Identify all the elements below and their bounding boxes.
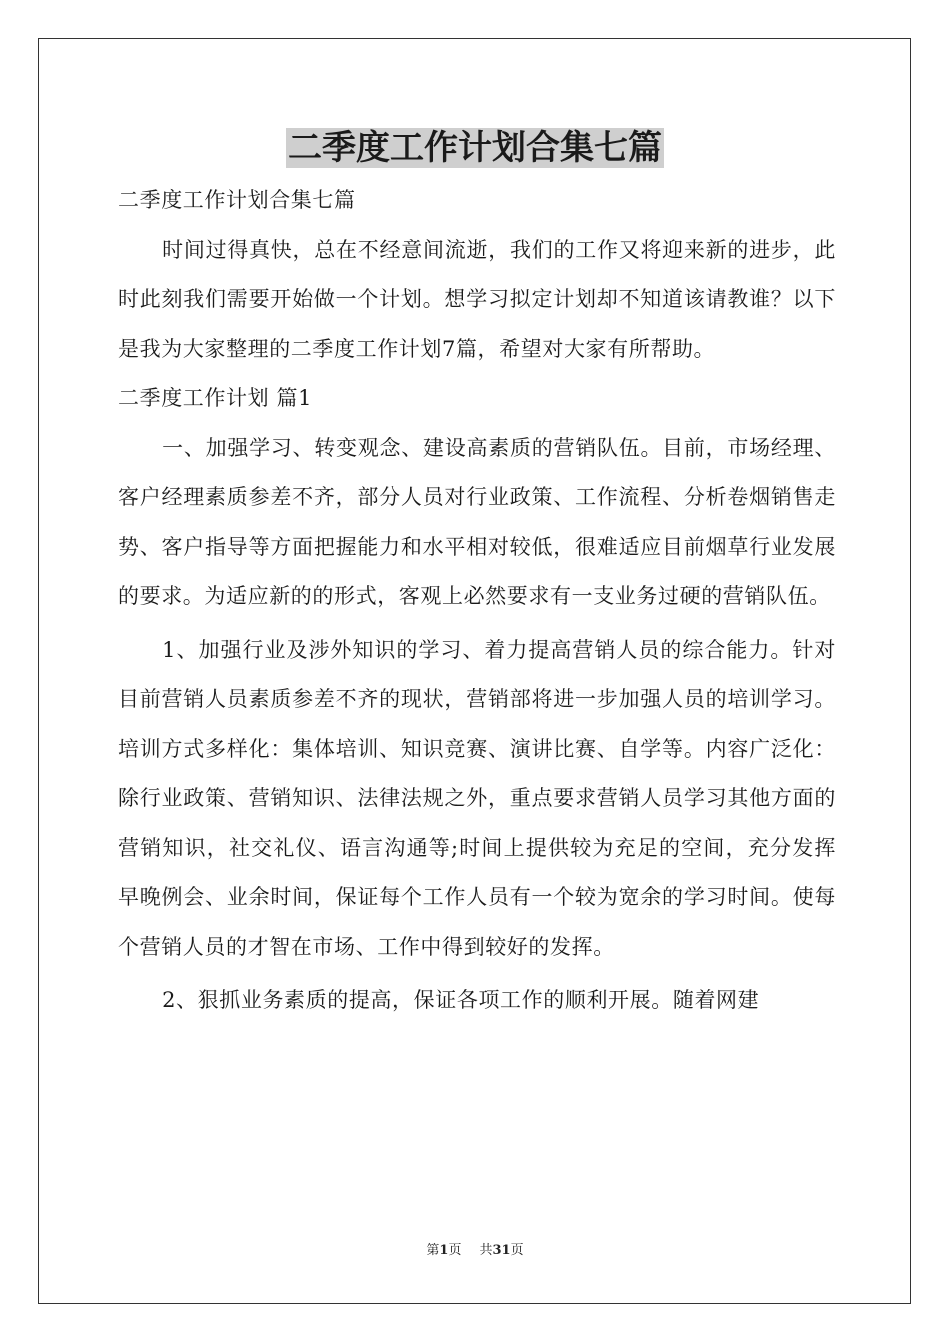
footer-page-current: 1 [439, 1243, 449, 1258]
paragraph-item-one: 一、加强学习、转变观念、建设高素质的营销队伍。目前，市场经理、客户经理素质参差不齐，部分人员对行业政策、工作流程、分析卷烟销售走势、客户指导等方面把握能力和水平相对较低，很难适应目前烟草行业发展的要求。为适应新的的形式，客观上必然要求有一支业务过硬的营销队伍。 [118, 435, 836, 608]
footer-total-unit: 页 [510, 1243, 524, 1258]
paragraph-item-2: 2、狠抓业务素质的提高，保证各项工作的顺利开展。随着网建 [162, 988, 760, 1012]
footer-page-total: 31 [492, 1243, 511, 1258]
section-heading-part1: 二季度工作计划 篇1 [118, 386, 313, 410]
paragraph-subtitle: 二季度工作计划合集七篇 [118, 188, 356, 212]
document-body [118, 176, 836, 1026]
page-footer [0, 1242, 950, 1260]
paragraph-item-1: 1、加强行业及涉外知识的学习、着力提高营销人员的综合能力。针对目前营销人员素质参差不齐的现状，营销部将进一步加强人员的培训学习。培训方式多样化：集体培训、知识竞赛、演讲比赛、自学等。内容广泛化：除行业政策、营销知识、法律法规之外，重点要求营销人员学习其他方面的营销知识，社交礼仪、语言沟通等;时间上提供较为充足的空间，充分发挥早晚例会、业余时间，保证每个工作人员有一个较为宽余的学习时间。使每个营销人员的才智在市场、工作中得到较好的发挥。 [118, 637, 836, 959]
footer-page-prefix: 第 [426, 1243, 440, 1258]
footer-page-unit: 页 [448, 1243, 462, 1258]
footer-total-prefix: 共 [479, 1243, 493, 1258]
document-title [0, 124, 950, 172]
paragraph-intro: 时间过得真快，总在不经意间流逝，我们的工作又将迎来新的进步，此时此刻我们需要开始做一个计划。想学习拟定计划却不知道该请教谁？以下是我为大家整理的二季度工作计划7篇，希望对大家有所帮助。 [118, 237, 836, 361]
document-title-text: 二季度工作计划合集七篇 [288, 128, 662, 168]
